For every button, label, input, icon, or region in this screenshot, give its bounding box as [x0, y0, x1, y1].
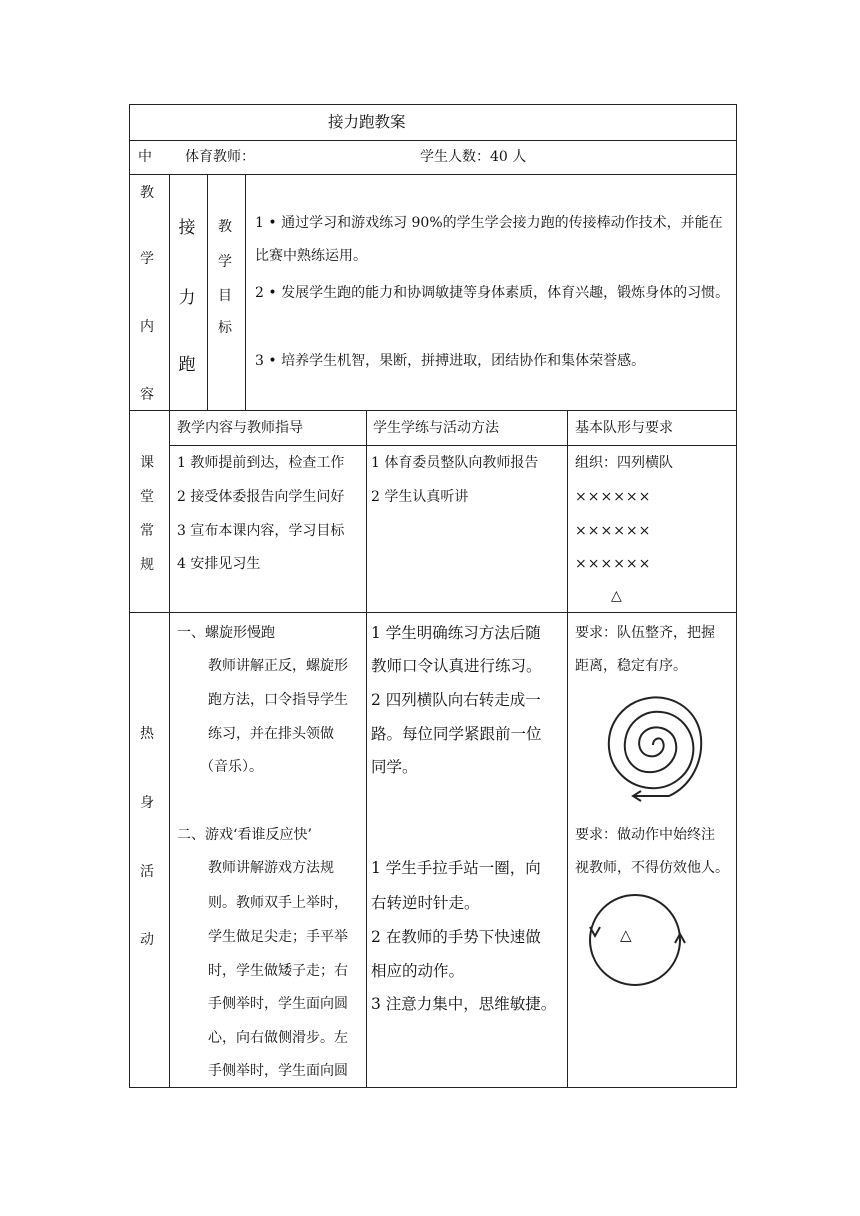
row-label-char: 学 [140, 251, 154, 267]
table-rule [567, 410, 568, 1088]
table-rule [245, 174, 246, 410]
warmup-student1-line: 路。每位同学紧跟前一位 [371, 725, 542, 743]
routine-student-item: 2 学生认真听讲 [371, 489, 469, 505]
warmup-part1-line: 跑方法，口令指导学生 [208, 692, 348, 708]
row-label-char: 动 [140, 932, 154, 948]
warmup-part2-line: 教师讲解游戏方法规 [208, 860, 334, 876]
spiral-run-diagram [603, 692, 703, 804]
routine-teacher-item: 3 宣布本课内容，学习目标 [177, 523, 345, 539]
warmup-part2-line: 手侧举时，学生面向圆 [208, 1063, 348, 1079]
warmup-student1-line: 同学。 [371, 758, 418, 776]
student-count: 学生人数：40 人 [420, 149, 527, 165]
warmup-part1-line: 教师讲解正反，螺旋形 [208, 658, 348, 674]
warmup-part2-line: 时，学生做矮子走；右 [208, 963, 348, 979]
warmup-part2-line: 则。教师双手上举时， [208, 895, 348, 911]
warmup-part1-line: （音乐）。 [200, 759, 263, 775]
warmup-part2-line: 手侧举时，学生面向圆 [208, 996, 348, 1012]
goal-1: 1 • 通过学习和游戏练习 90%的学生学会接力跑的传接棒动作技术，并能在比赛中熟练运用。 [255, 215, 723, 264]
goals-label-char: 标 [218, 320, 232, 336]
table-rule [129, 410, 737, 411]
warmup-part1-line: 练习，并在排头领做 [208, 726, 334, 742]
warmup-part1-title: 一、螺旋形慢跑 [177, 625, 275, 641]
formation-row: ×××××× [575, 489, 652, 505]
goals-label-char: 教 [218, 219, 232, 235]
warmup-part2-title: 二、游戏‘看谁反应快’ [177, 827, 312, 843]
teacher-position-triangle: △ [620, 926, 632, 944]
warmup-student1-line: 教师口令认真进行练习。 [371, 657, 542, 675]
row-label-char: 教 [140, 185, 154, 201]
warmup-part2-line: 心，向右做侧滑步。左 [208, 1030, 348, 1046]
circle-game-diagram [588, 893, 684, 987]
routine-teacher-item: 2 接受体委报告向学生问好 [177, 489, 345, 505]
grade-label: 中 [138, 149, 152, 165]
row-label-char: 活 [140, 864, 154, 880]
warmup-requirement-2: 要求：做动作中始终注 [575, 827, 715, 843]
column-header: 基本队形与要求 [575, 420, 673, 436]
row-label-char: 内 [140, 319, 154, 335]
formation-row: ×××××× [575, 556, 652, 572]
warmup-student2-line: 相应的动作。 [371, 962, 465, 980]
routine-student-item: 1 体育委员整队向教师报告 [371, 455, 539, 471]
warmup-part2-line: 学生做足尖走；手平举 [208, 929, 348, 945]
table-rule [129, 174, 737, 175]
table-border-bottom [129, 1087, 737, 1088]
table-border-right [736, 104, 737, 1088]
teacher-position-triangle: △ [611, 588, 622, 604]
row-label-char: 热 [140, 726, 154, 742]
page-title: 接力跑教案 [328, 113, 406, 131]
table-rule [129, 140, 737, 141]
table-rule [366, 410, 367, 1088]
goals-label-char: 目 [218, 288, 232, 304]
warmup-student2-line: 右转逆时针走。 [371, 894, 480, 912]
row-label-char: 堂 [140, 489, 154, 505]
routine-teacher-item: 4 安排见习生 [177, 556, 261, 572]
row-label-char: 规 [140, 557, 154, 573]
table-rule [169, 174, 170, 1088]
warmup-requirement-1: 距离，稳定有序。 [575, 658, 687, 674]
column-header: 学生学练与活动方法 [373, 420, 499, 436]
goal-2: 2 • 发展学生跑的能力和协调敏捷等身体素质，体育兴趣，锻炼身体的习惯。 [255, 285, 730, 301]
table-rule [207, 174, 208, 410]
topic-char: 接 [178, 218, 196, 238]
formation-label: 组织：四列横队 [575, 455, 673, 471]
warmup-requirement-2: 视教师，不得仿效他人。 [575, 860, 729, 876]
column-header: 教学内容与教师指导 [177, 420, 303, 436]
warmup-requirement-1: 要求：队伍整齐，把握 [575, 625, 715, 641]
table-rule [129, 612, 737, 613]
row-label-char: 课 [140, 455, 154, 471]
topic-char: 跑 [178, 355, 196, 375]
row-label-char: 常 [140, 523, 154, 539]
warmup-student2-line: 3 注意力集中，思维敏捷。 [371, 995, 557, 1013]
table-rule [169, 445, 737, 446]
table-border-left [129, 104, 130, 1088]
goal-3: 3 • 培养学生机智，果断，拼搏进取，团结协作和集体荣誉感。 [255, 353, 646, 369]
goals-label-char: 学 [218, 254, 232, 270]
table-border-top [129, 104, 737, 105]
warmup-student2-line: 2 在教师的手势下快速做 [371, 928, 541, 946]
formation-row: ×××××× [575, 523, 652, 539]
topic-char: 力 [178, 288, 196, 308]
row-label-char: 身 [140, 795, 154, 811]
warmup-student1-line: 1 学生明确练习方法后随 [371, 624, 541, 642]
row-label-char: 容 [140, 387, 154, 403]
routine-teacher-item: 1 教师提前到达，检查工作 [177, 455, 345, 471]
teacher-label: 体育教师： [185, 149, 255, 165]
warmup-student1-line: 2 四列横队向右转走成一 [371, 691, 541, 709]
warmup-student2-line: 1 学生手拉手站一圈，向 [371, 859, 541, 877]
